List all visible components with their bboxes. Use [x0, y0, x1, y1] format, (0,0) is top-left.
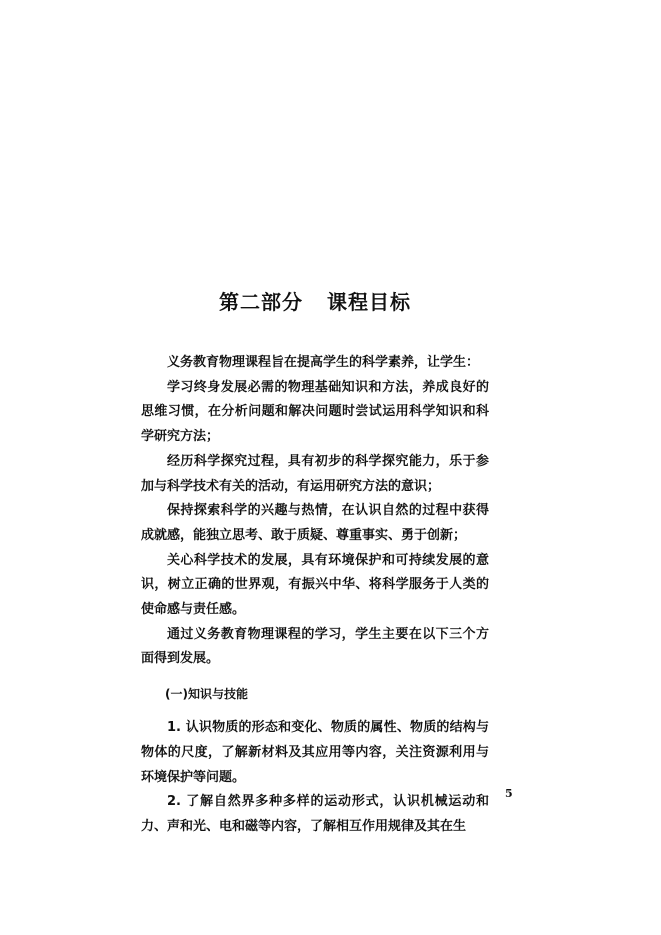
- body-text: [141, 351, 489, 840]
- paragraph-item-1: 1. 认识物质的形态和变化、物质的属性、物质的结构与物体的尺度，了解新材料及其应用等内容，关注资源利用与环境保护等问题。: [141, 720, 489, 785]
- paragraph-goal-interest: 保持探索科学的兴趣与热情，在认识自然的过程中获得成就感，能独立思考、敢于质疑、尊重事实、勇于创新；: [141, 503, 489, 543]
- page-number: 5: [505, 787, 513, 800]
- part-title-name: 课程目标: [327, 290, 411, 314]
- part-title-number: 第二部分: [219, 290, 303, 314]
- paragraph-goal-responsibility: 关心科学技术的发展，具有环境保护和可持续发展的意识，树立正确的世界观，有振兴中华、将科学服务于人类的使命感与责任感。: [141, 552, 489, 618]
- paragraph-intro: 义务教育物理课程旨在提高学生的科学素养，让学生：: [167, 355, 480, 370]
- paragraph-goal-inquiry: 经历科学探究过程，具有初步的科学探究能力，乐于参加与科学技术有关的活动，有运用研究方法的意识；: [141, 453, 489, 494]
- section-heading: (一)知识与技能: [165, 687, 248, 702]
- part-title: [140, 286, 490, 315]
- paragraph-goal-knowledge: 学习终身发展必需的物理基础知识和方法，养成良好的思维习惯，在分析问题和解决问题时尝试运用科学知识和科学研究方法；: [141, 379, 489, 445]
- paragraph-item-2: 2. 了解自然界多种多样的运动形式，认识机械运动和力、声和光、电和磁等内容，了解相互作用规律及其在生: [141, 794, 489, 834]
- paragraph-three-aspects: 通过义务教育物理课程的学习，学生主要在以下三个方面得到发展。: [141, 626, 489, 667]
